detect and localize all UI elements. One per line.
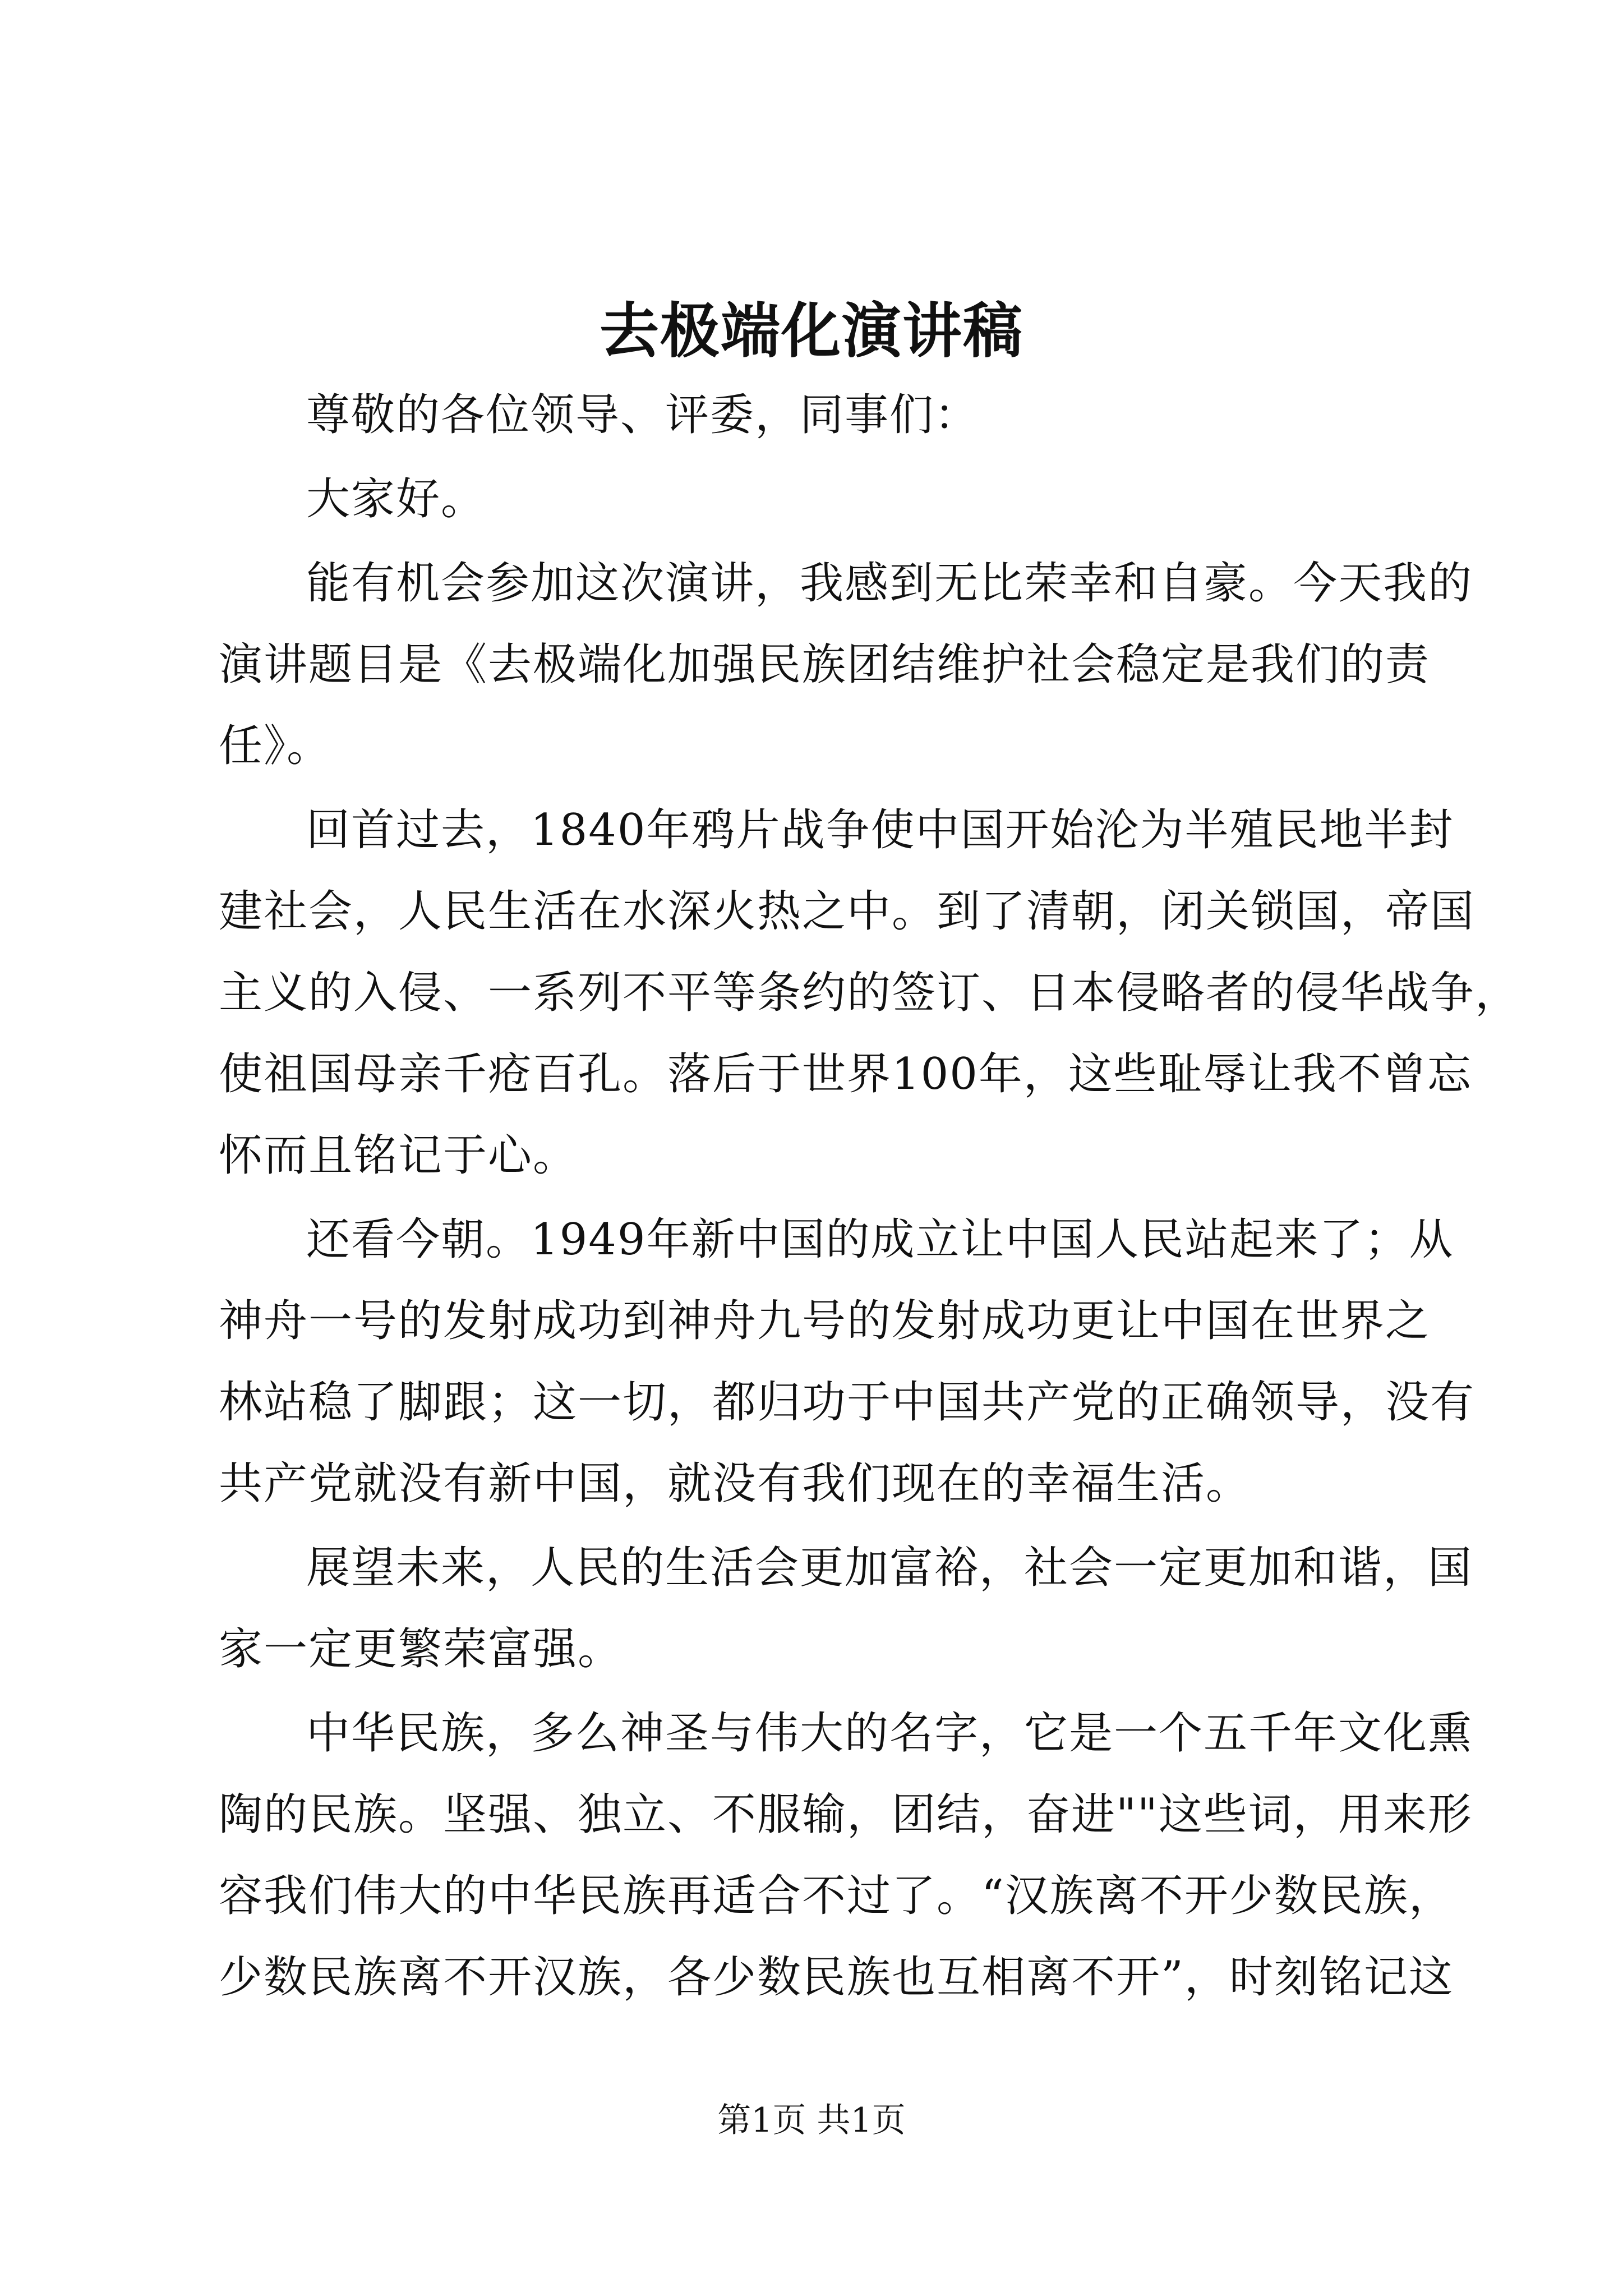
text-line: 家一定更繁荣富强。 — [219, 1624, 623, 1674]
text-line: 大家好。 — [306, 474, 486, 524]
text-line: 任》。 — [219, 721, 332, 771]
text-line: 还看今朝。1949年新中国的成立让中国人民站起来了；从 — [306, 1214, 1454, 1265]
text-line: 神舟一号的发射成功到神舟九号的发射成功更让中国在世界之 — [219, 1296, 1431, 1346]
text-line: 尊敬的各位领导、评委，同事们： — [306, 390, 980, 440]
page-footer: 第1页 共1页 — [717, 2101, 906, 2140]
text-line: 建社会，人民生活在水深火热之中。到了清朝，闭关锁国，帝国 — [219, 886, 1476, 937]
text-line: 陶的民族。坚强、独立、不服输，团结，奋进""这些词，用来形 — [219, 1789, 1473, 1840]
text-line: 共产党就没有新中国，就没有我们现在的幸福生活。 — [219, 1458, 1251, 1509]
text-line: 回首过去，1840年鸦片战争使中国开始沦为半殖民地半封 — [306, 805, 1454, 855]
text-line: 怀而且铭记于心。 — [219, 1130, 578, 1181]
text-line: 林站稳了脚跟；这一切，都归功于中国共产党的正确领导，没有 — [219, 1377, 1476, 1428]
text-line: 容我们伟大的中华民族再适合不过了。“汉族离不开少数民族， — [219, 1871, 1454, 1921]
text-line: 少数民族离不开汉族，各少数民族也互相离不开”，时刻铭记这 — [219, 1952, 1454, 2003]
text-line: 使祖国母亲千疮百孔。落后于世界100年，这些耻辱让我不曾忘 — [219, 1049, 1472, 1099]
document-title: 去极端化演讲稿 — [600, 296, 1023, 366]
text-line: 展望未来，人民的生活会更加富裕，社会一定更加和谐，国 — [306, 1543, 1473, 1593]
text-line: 中华民族，多么神圣与伟大的名字，它是一个五千年文化熏 — [306, 1708, 1473, 1759]
text-line: 主义的入侵、一系列不平等条约的签订、日本侵略者的侵华战争， — [219, 968, 1520, 1018]
text-line: 能有机会参加这次演讲，我感到无比荣幸和自豪。今天我的 — [306, 558, 1473, 609]
text-line: 演讲题目是《去极端化加强民族团结维护社会稳定是我们的责 — [219, 639, 1431, 690]
